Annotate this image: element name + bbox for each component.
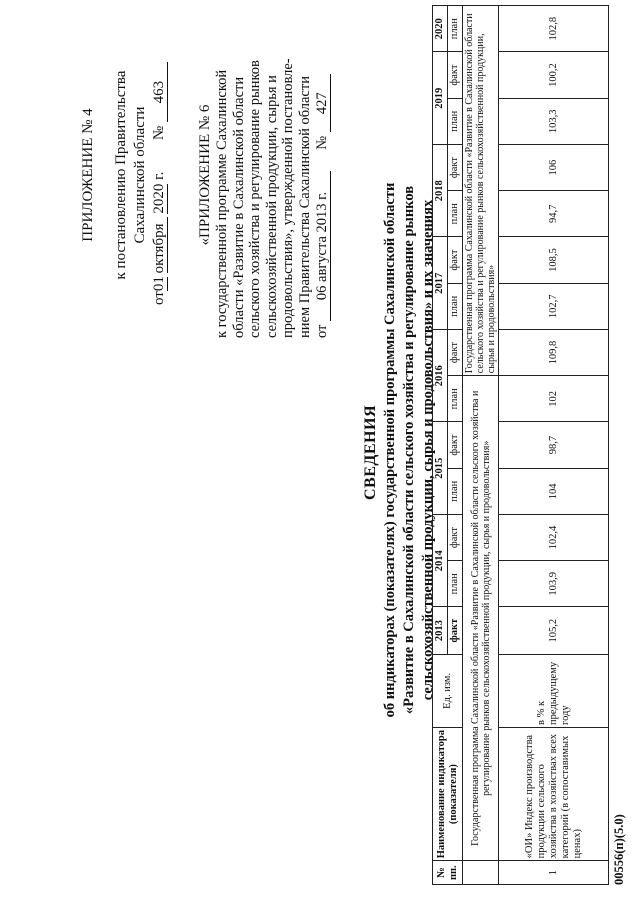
header-plan: план — [448, 283, 463, 329]
header-fact: факт — [448, 52, 463, 98]
value-2014-plan: 103,9 — [499, 561, 609, 607]
value-2014-fact: 102,4 — [499, 514, 609, 560]
header-year-2020: 2020 — [433, 6, 448, 52]
heading-title: СВЕДЕНИЯ — [362, 404, 379, 501]
prior-line-6: нием Правительства Сахалинской области — [296, 76, 313, 338]
prior-line-5: продовольствия», утвержденной постановле- — [280, 58, 296, 338]
program-row-title-a: Государственная программа Сахалинской области «Развитие в Сахалинской области сельского хозяйства и регулирование рынков сельскохозяйственной продукции, сырья и продовольствия» — [463, 376, 499, 861]
header-plan: план — [448, 376, 463, 422]
header-year-2017: 2017 — [433, 237, 448, 330]
prior-appendix-body — [214, 18, 331, 338]
appendix-date-line — [149, 62, 169, 305]
heading-line-3: сельскохозяйственной продукции, сырья и продовольствия» и их значениях — [420, 199, 436, 701]
value-2015-plan: 104 — [499, 468, 609, 514]
header-fact: факт — [448, 144, 463, 190]
prior-number-sign: № — [314, 135, 330, 150]
appendix-day: 01 — [151, 276, 167, 292]
heading-line-2: «Развитие в Сахалинской области сельского хозяйства и регулирование рынков — [401, 185, 417, 715]
header-year-2015: 2015 — [433, 422, 448, 515]
header-fact: факт — [448, 607, 463, 654]
header-year-2019: 2019 — [433, 52, 448, 145]
program-row — [463, 6, 499, 885]
header-plan: план — [448, 98, 463, 144]
value-2020-plan: 102,8 — [499, 6, 609, 52]
value-2015-fact: 98,7 — [499, 422, 609, 468]
header-fact: факт — [448, 237, 463, 283]
value-2017-plan: 102,7 — [499, 283, 609, 329]
prior-date: 06 августа 2013 г. — [314, 171, 331, 321]
appendix-number: 463 — [151, 62, 168, 122]
program-row-title-b: Государственная программа Сахалинской области «Развитие в Сахалинской области сельского хозяйства и регулирование рынков сельскохозяйственной продукции, сырья и продовольствия» — [463, 6, 499, 376]
table-header-years — [433, 6, 448, 885]
appendix-month: октября — [151, 217, 168, 273]
indicators-table — [432, 5, 609, 885]
row-unit: в % к предыдущему году — [499, 654, 609, 727]
value-2018-fact: 106 — [499, 144, 609, 190]
value-2016-plan: 102 — [499, 376, 609, 422]
appendix-line1: к постановлению Правительства — [113, 70, 129, 280]
document-code: 00556(п)(5.0) — [612, 814, 626, 885]
header-fact: факт — [448, 514, 463, 560]
header-year-2018: 2018 — [433, 144, 448, 237]
value-2018-plan: 94,7 — [499, 191, 609, 237]
appendix-from: от — [151, 291, 167, 305]
header-year-2016: 2016 — [433, 329, 448, 422]
heading-line-1: об индикаторах (показателях) государственной программы Сахалинской области — [382, 182, 398, 718]
header-num: № пп. — [433, 861, 463, 885]
header-unit: Ед. изм. — [433, 654, 463, 727]
row-num: 1 — [499, 861, 609, 885]
appendix-line2: Сахалинской области — [132, 106, 148, 244]
prior-number: 427 — [314, 74, 331, 132]
header-plan: план — [448, 561, 463, 607]
prior-date-line — [313, 18, 331, 338]
value-2017-fact: 108,5 — [499, 237, 609, 283]
appendix-year-suffix: г. — [151, 171, 167, 180]
appendix-number-sign: № — [151, 125, 167, 141]
prior-line-3: сельского хозяйства и регулирование рынков — [247, 60, 263, 338]
prior-line-2: области «Развитие в Сахалинской области — [230, 76, 247, 338]
prior-line-4: сельскохозяйственной продукции, сырья и — [263, 75, 280, 338]
header-plan: план — [448, 191, 463, 237]
heading-lines — [381, 35, 438, 865]
row-indicator-name: «ОИ» Индекс производства продукции сельского хозяйства в хозяйствах всех категорий (в сопоставимых ценах) — [499, 727, 609, 860]
header-plan: план — [448, 468, 463, 514]
header-fact: факт — [448, 422, 463, 468]
program-row-num — [463, 861, 499, 885]
prior-line-1: к государственной программе Сахалинской — [214, 69, 230, 338]
appendix-title: ПРИЛОЖЕНИЕ № 4 — [80, 108, 96, 242]
value-2019-fact: 100,2 — [499, 52, 609, 98]
header-plan: план — [448, 6, 463, 52]
value-2013-fact: 105,2 — [499, 607, 609, 654]
value-2019-plan: 103,3 — [499, 98, 609, 144]
header-year-2013: 2013 — [433, 607, 448, 654]
header-fact: факт — [448, 329, 463, 375]
header-year-2014: 2014 — [433, 514, 448, 607]
table-row — [499, 6, 609, 885]
value-2016-fact: 109,8 — [499, 329, 609, 375]
prior-from: от — [314, 324, 330, 338]
prior-appendix-title: «ПРИЛОЖЕНИЕ № 6 — [197, 104, 213, 246]
appendix-year: 2020 — [151, 183, 167, 214]
header-name: Наименование индикатора (показателя) — [433, 727, 463, 860]
